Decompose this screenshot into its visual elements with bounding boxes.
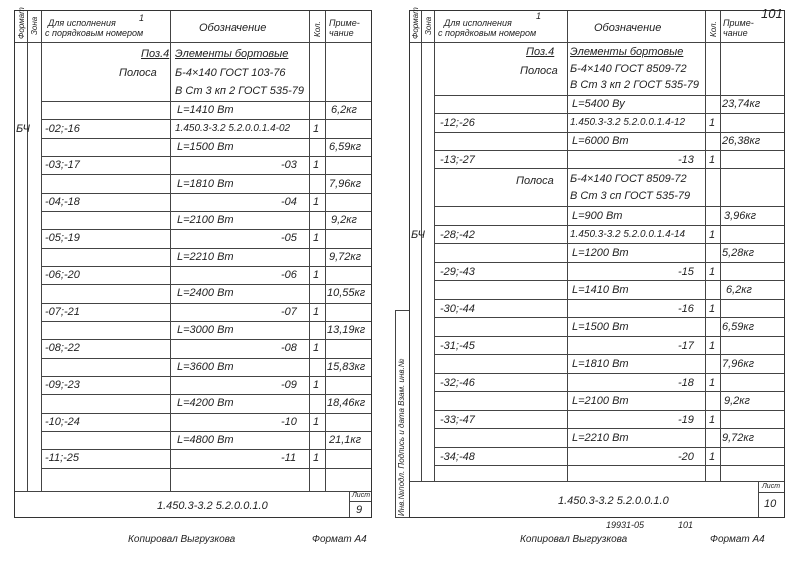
row-mass: 9,2кг	[331, 214, 357, 226]
header-variant-2: с порядковым номером	[438, 28, 537, 38]
header-designation: Обозначение	[199, 22, 267, 34]
strip2-spec: Б-4×140 ГОСТ 8509-72	[570, 173, 687, 185]
row-mass: 26,38кг	[722, 135, 761, 147]
side-strip	[395, 310, 409, 518]
row-mass: 7,96кг	[329, 178, 362, 190]
row-variant: -06;-20	[45, 269, 80, 281]
row-code: -04	[281, 196, 297, 208]
row-length: L=1410 Вт	[572, 284, 629, 296]
row-mass: 21,1кг	[329, 434, 362, 446]
row-variant: -33;-47	[440, 414, 475, 426]
row-length: L=1810 Вт	[572, 358, 629, 370]
strip2-label: Полоса	[516, 175, 554, 187]
row-qty: 1	[709, 266, 716, 278]
side-strip-label: Инв.№подл. Подпись и дата Взам. инв.№	[397, 358, 406, 516]
stamp-sheet-label: Лист	[762, 483, 781, 490]
strip-material: В Ст 3 кп 2 ГОСТ 535-79	[570, 79, 699, 91]
row-qty: 1	[313, 269, 320, 281]
row-code: 1.450.3-3.2 5.2.0.0.1.4-02	[175, 123, 291, 134]
row-variant: -32;-46	[440, 377, 475, 389]
row-variant: -02;-16	[45, 123, 80, 135]
header-note-2: чание	[723, 28, 748, 38]
row-qty: 1	[709, 377, 716, 389]
row-variant: -13;-27	[440, 154, 475, 166]
row-mass: 23,74кг	[722, 98, 761, 110]
row-length: L=1500 Вт	[572, 321, 629, 333]
row-qty: 1	[313, 196, 320, 208]
row-code: 1.450.3-3.2 5.2.0.0.1.4-12	[570, 117, 686, 128]
row-code: -19	[678, 414, 694, 426]
row-length: L=2400 Вт	[177, 287, 234, 299]
stamp-sheet-no: 10	[764, 498, 777, 510]
section-title: Элементы бортовые	[570, 46, 684, 58]
row-mass: 9,72кг	[329, 251, 362, 263]
header-note-2: чание	[329, 28, 354, 38]
row-variant: -31;-45	[440, 340, 475, 352]
row-code: -17	[678, 340, 694, 352]
row-mass: 6,2кг	[331, 104, 357, 116]
row-length: L=3600 Вт	[177, 361, 234, 373]
row-length: L=1200 Вт	[572, 247, 629, 259]
row-code: -20	[678, 451, 694, 463]
row-length: L=4200 Вт	[177, 397, 234, 409]
row-variant: -34;-48	[440, 451, 475, 463]
stamp-sheet-label: Лист	[352, 492, 371, 499]
row-code: -09	[281, 379, 297, 391]
section-pos: Поз.4	[526, 46, 555, 58]
row-length: L=4800 Вт	[177, 434, 234, 446]
header-format: Формат	[17, 7, 26, 39]
row-variant: -30;-44	[440, 303, 475, 315]
row-qty: 1	[313, 306, 320, 318]
header-qty: Кол.	[709, 21, 718, 37]
strip2-material: В Ст 3 сп ГОСТ 535-79	[570, 190, 691, 202]
row-length: L=1410 Вт	[177, 104, 234, 116]
row-variant: -29;-43	[440, 266, 475, 278]
row-qty: 1	[709, 303, 716, 315]
header-variant-2: с порядковым номером	[45, 28, 144, 38]
row-mass: 6,59кг	[329, 141, 362, 153]
header-designation: Обозначение	[594, 22, 662, 34]
strip-material: В Ст 3 кп 2 ГОСТ 535-79	[175, 85, 304, 97]
header-note-1: Приме-	[329, 18, 360, 28]
row-code: 1.450.3-3.2 5.2.0.0.1.4-14	[570, 229, 686, 240]
row-code: -10	[281, 416, 297, 428]
header-variant-sup: 1	[536, 11, 542, 21]
row-mass: 3,96кг	[724, 210, 757, 222]
archive-number: 19931-05	[606, 520, 645, 530]
row-length: L=2100 Вт	[572, 395, 629, 407]
row-qty: 1	[709, 340, 716, 352]
row-mass: 7,96кг	[722, 358, 755, 370]
header-qty: Кол.	[313, 21, 322, 37]
row-qty: 1	[313, 416, 320, 428]
row-length: L=2100 Вт	[177, 214, 234, 226]
row-code: -18	[678, 377, 694, 389]
row-qty: 1	[313, 123, 320, 135]
row-length: L=6000 Вт	[572, 135, 629, 147]
format-mark: БЧ	[411, 229, 425, 241]
row-mass: 9,72кг	[722, 432, 755, 444]
row-qty: 1	[709, 229, 716, 241]
stamp-code: 1.450.3-3.2 5.2.0.0.1.0	[157, 500, 268, 512]
section-pos: Поз.4	[141, 48, 170, 60]
row-qty: 1	[313, 159, 320, 171]
row-length: L=2210 Вт	[177, 251, 234, 263]
header-variant-1: Для исполнения	[48, 18, 116, 28]
strip-label: Полоса	[119, 67, 157, 79]
row-variant: -04;-18	[45, 196, 80, 208]
row-length: L=2210 Вт	[572, 432, 629, 444]
row-qty: 1	[313, 232, 320, 244]
row-length: L=900 Вт	[572, 210, 623, 222]
row-variant: -03;-17	[45, 159, 80, 171]
row-qty: 1	[709, 154, 716, 166]
format-mark: БЧ	[16, 123, 30, 135]
header-zone: Зона	[424, 16, 433, 35]
row-mass: 5,28кг	[722, 247, 755, 259]
row-code: -06	[281, 269, 297, 281]
section-title: Элементы бортовые	[175, 48, 289, 60]
row-code: -07	[281, 306, 297, 318]
row-mass: 10,55кг	[327, 287, 366, 299]
archive-page: 101	[678, 520, 694, 530]
row-qty: 1	[313, 342, 320, 354]
row-mass: 15,83кг	[327, 361, 366, 373]
stamp-sheet-no: 9	[356, 504, 363, 516]
row-code: -15	[678, 266, 694, 278]
header-variant-sup: 1	[139, 13, 145, 23]
row-code: -08	[281, 342, 297, 354]
row-mass: 13,19кг	[327, 324, 366, 336]
row-variant: -28;-42	[440, 229, 475, 241]
copied-by: Копировал Выгрузкова	[128, 534, 236, 545]
strip-spec: Б-4×140 ГОСТ 8509-72	[570, 63, 687, 75]
row-mass: 9,2кг	[724, 395, 750, 407]
row-variant: -07;-21	[45, 306, 80, 318]
row-length: L=1500 Вт	[177, 141, 234, 153]
row-mass: 6,59кг	[722, 321, 755, 333]
header-note-1: Приме-	[723, 18, 754, 28]
row-code: -13	[678, 154, 694, 166]
row-variant: -08;-22	[45, 342, 80, 354]
header-zone: Зона	[30, 16, 39, 35]
sheet-right	[409, 6, 785, 518]
sheet-left	[14, 7, 372, 518]
row-variant: -12;-26	[440, 117, 475, 129]
stamp-code: 1.450.3-3.2 5.2.0.0.1.0	[558, 495, 669, 507]
row-variant: -05;-19	[45, 232, 80, 244]
row-variant: -09;-23	[45, 379, 80, 391]
row-mass: 6,2кг	[726, 284, 752, 296]
page-number: 101	[761, 6, 783, 21]
row-variant: -11;-25	[45, 452, 80, 464]
row-qty: 1	[709, 451, 716, 463]
row-qty: 1	[313, 452, 320, 464]
row-code: -11	[281, 452, 297, 464]
format-label: Формат А4	[312, 534, 367, 545]
row-qty: 1	[313, 379, 320, 391]
row-qty: 1	[709, 414, 716, 426]
format-label: Формат А4	[710, 534, 765, 545]
strip-label: Полоса	[520, 65, 558, 77]
copied-by: Копировал Выгрузкова	[520, 534, 628, 545]
row-mass: 18,46кг	[327, 397, 366, 409]
header-format: Формат	[411, 7, 420, 39]
row-variant: -10;-24	[45, 416, 80, 428]
row-length: L=5400 Ву	[572, 98, 625, 110]
row-length: L=1810 Вт	[177, 178, 234, 190]
row-qty: 1	[709, 117, 716, 129]
row-code: -16	[678, 303, 694, 315]
header-variant-1: Для исполнения	[444, 18, 512, 28]
row-code: -05	[281, 232, 297, 244]
strip-spec: Б-4×140 ГОСТ 103-76	[175, 67, 286, 79]
row-code: -03	[281, 159, 297, 171]
row-length: L=3000 Вт	[177, 324, 234, 336]
